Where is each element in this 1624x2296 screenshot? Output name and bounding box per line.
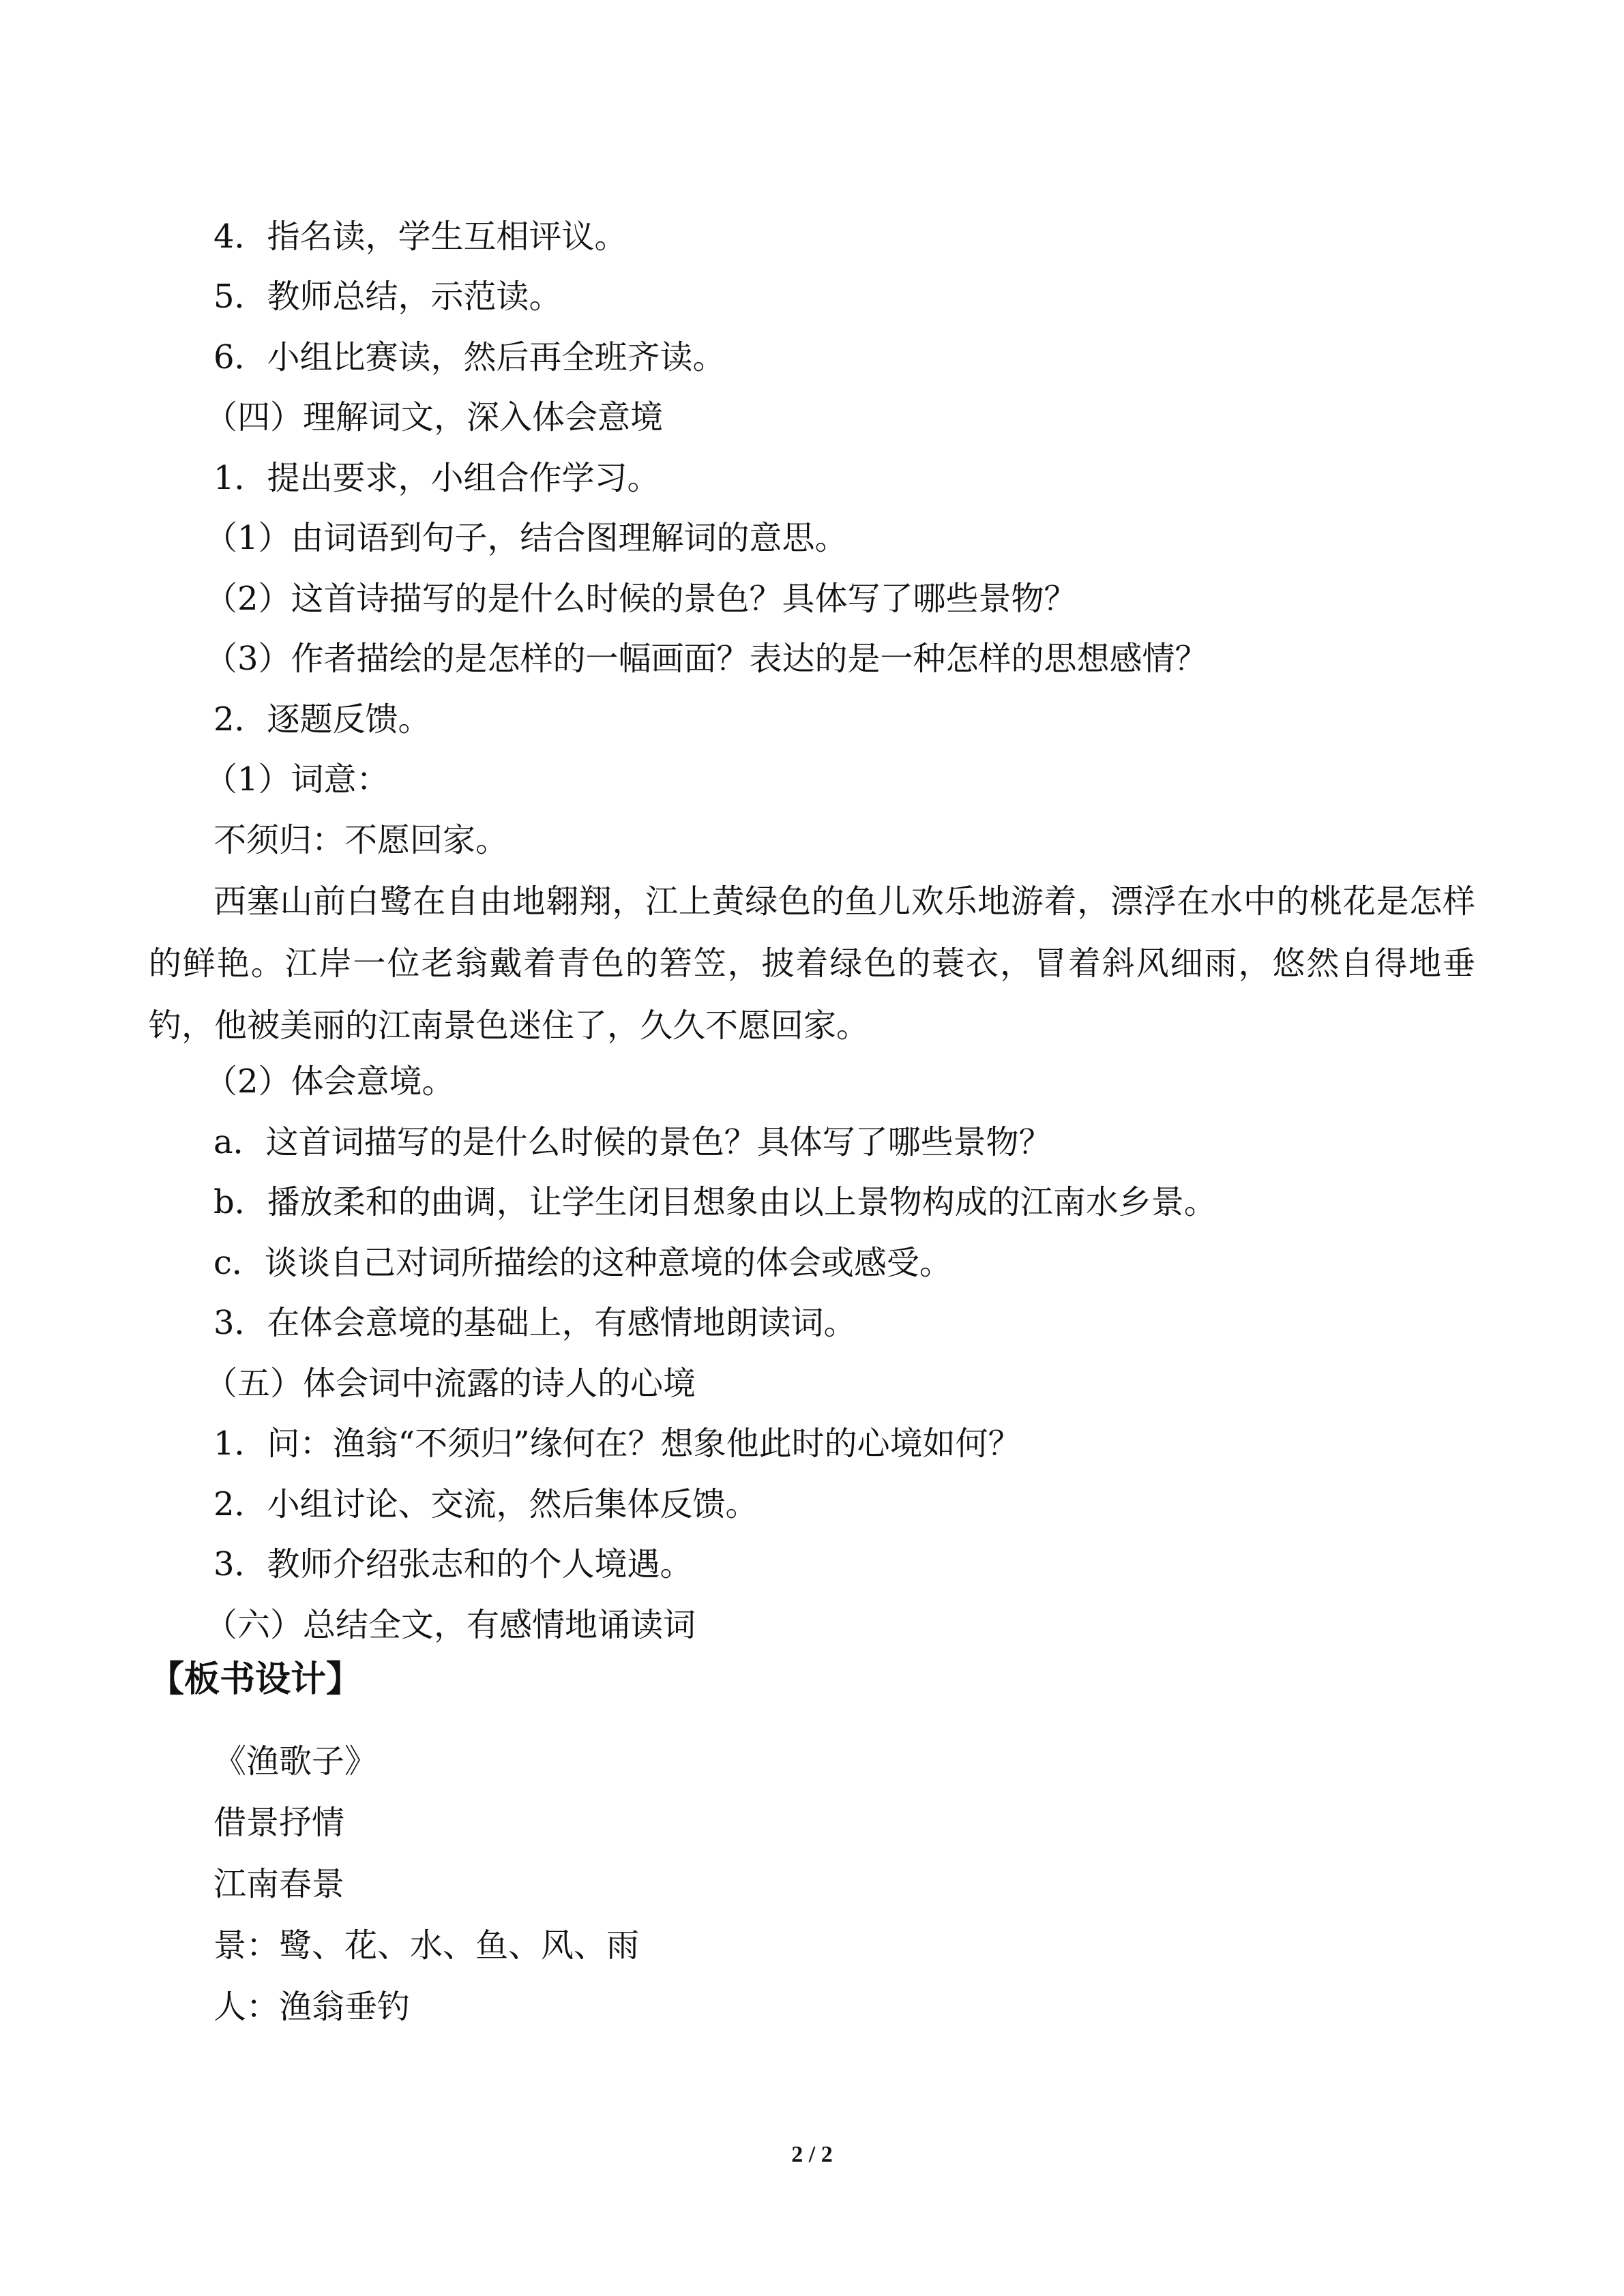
list-item: 2．小组讨论、交流，然后集体反馈。: [213, 1485, 758, 1523]
list-item: 3．在体会意境的基础上，有感情地朗读词。: [213, 1304, 857, 1342]
board-line: 人：渔翁垂钓: [213, 1988, 411, 2026]
board-line: 借景抒情: [213, 1804, 345, 1842]
board-title: 《渔歌子》: [213, 1742, 378, 1780]
list-item: （1）词意：: [205, 760, 389, 799]
section-heading: （六）总结全文，有感情地诵读词: [205, 1606, 696, 1644]
list-item: （2）这首诗描写的是什么时候的景色？具体写了哪些景物？: [205, 580, 1077, 618]
list-item: c．谈谈自己对词所描绘的这种意境的体会或感受。: [213, 1244, 952, 1282]
page-number: 2 / 2: [791, 2142, 833, 2167]
board-line: 景：鹭、花、水、鱼、风、雨: [213, 1926, 640, 1965]
section-heading: （五）体会词中流露的诗人的心境: [205, 1365, 696, 1403]
list-item: a．这首词描写的是什么时候的景色？具体写了哪些景物？: [213, 1123, 1052, 1161]
list-item: 不须归：不愿回家。: [213, 821, 509, 859]
list-item: 4．指名读，学生互相评议。: [213, 218, 628, 256]
board-design-heading: 【板书设计】: [149, 1659, 362, 1700]
list-item: 2．逐题反馈。: [213, 700, 431, 739]
list-item: 3．教师介绍张志和的个人境遇。: [213, 1545, 693, 1583]
list-item: 1．问：渔翁“不须归”缘何在？想象他此时的心境如何？: [213, 1425, 1021, 1463]
list-item: （1）由词语到句子，结合图理解词的意思。: [205, 519, 848, 557]
body-paragraph: 西塞山前白鹭在自由地翱翔，江上黄绿色的鱼儿欢乐地游着，漂浮在水中的桃花是怎样的鲜艳。江岸一位老翁戴着青色的箬笠，披着绿色的蓑衣，冒着斜风细雨，悠然自得地垂钓，他被美丽的江南景色迷住了，久久不愿回家。: [149, 882, 1475, 1045]
list-item: （2）体会意境。: [205, 1062, 455, 1101]
list-item: 5．教师总结，示范读。: [213, 278, 562, 316]
list-item: （3）作者描绘的是怎样的一幅画面？表达的是一种怎样的思想感情？: [205, 640, 1208, 678]
section-heading: （四）理解词文，深入体会意境: [205, 398, 664, 436]
list-item: b．播放柔和的曲调，让学生闭目想象由以上景物构成的江南水乡景。: [213, 1183, 1217, 1221]
list-item: 1．提出要求，小组合作学习。: [213, 459, 660, 497]
list-item: 6．小组比赛读，然后再全班齐读。: [213, 338, 726, 376]
board-line: 江南春景: [213, 1865, 345, 1903]
